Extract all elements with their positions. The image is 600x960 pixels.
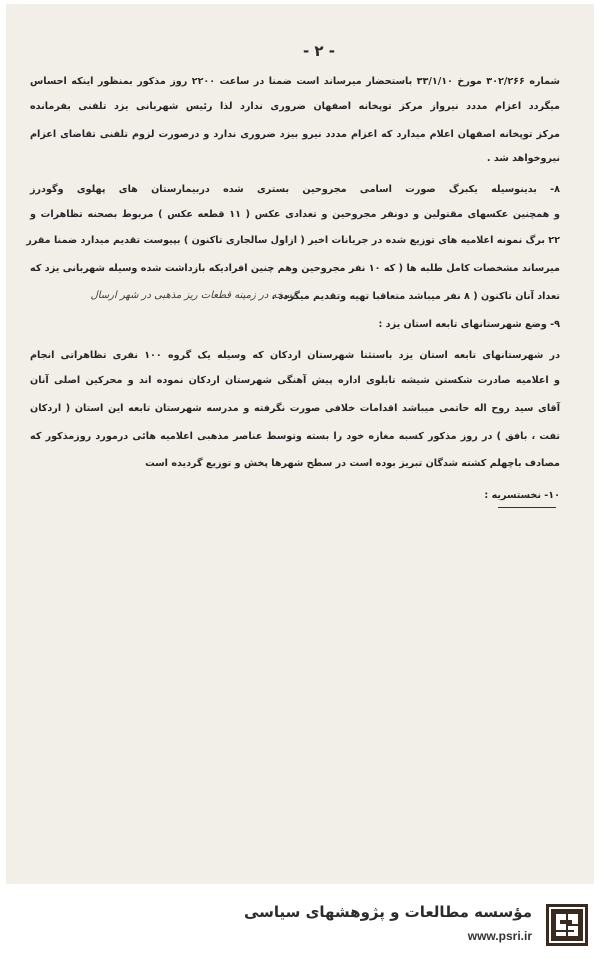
page-number: - ۲ - [302,42,336,60]
paragraph-line: نیروخواهد شد . [486,153,560,164]
paragraph-line: مرکز توپخانه اصفهان اعلام میدارد که اعزام مددد نیرو بیزد ضروری ندارد و درصورت لزوم تلفنی تقاضای اعزام [30,129,560,140]
paragraph-line: مصادف باچهلم کشته شدگان تبریز بوده است در سطح شهرها پخش و توزیع گردیده است [145,458,560,469]
section-heading: ۹- وضع شهرستانهای تابعه استان یزد : [378,319,560,330]
psri-logo-icon [546,904,588,946]
footnote-line: ۱۰- نخستسریه : [484,490,560,501]
paragraph-line: ۸- بدینوسیله یکبرگ صورت اسامی مجروحین بستری شده دربیمارستان های پهلوی وگودرز [30,184,560,195]
paragraph-line: ۲۲ برگ نمونه اعلامیه های توزیع شده در جریانات اخیر ( ازاول سالجاری تاکنون ) بپیوست تقدیم میدارد ضمنا مقرر [26,235,560,246]
paragraph-line: شماره ۳۰۲/۲۶۶ مورخ ۳۳/۱/۱۰ باستحضار میرساند است ضمنا در ساعت ۲۲۰۰ روز مذکور بمنظور اینکه احساس [30,76,560,87]
paragraph-line: آقای سید روح اله حاتمی میباشد اقدامات خلافی صورت نگرفته و مدرسه شهرستان تابعه این استان ( اردکان [30,403,560,414]
footnote-rule [498,507,556,508]
paragraph-line: تعداد آنان تاکنون ( ۸ نفر میباشد متعاقبا تهیه وتقدیم میگردد . [271,291,560,302]
paragraph-line: میگردد اعزام مددد نیرواز مرکز توپخانه اصفهان ضروری ندارد لذا رئیس شهربانی یزد تلفنی بفرمانده [30,101,560,112]
paragraph-line: و همچنین عکسهای مقتولین و دونفر مجروحین و تعدادی عکس ( ۱۱ قطعه عکس ) مربوط بصحنه تظاهرات و [30,209,560,220]
website-link[interactable]: www.psri.ir [467,929,532,943]
paragraph-line: تفت ، بافق ) در روز مذکور کسبه مغازه خود را بسته وتوسط عناصر مذهبی اعلامیه هائی درمورد روزمذکور که [30,431,560,442]
handwritten-note: نسخه در زمینه قطعات ریز مذهبی در شهر ارسال [90,290,295,301]
institute-name: مؤسسه مطالعات و پژوهشهای سیاسی [243,903,532,921]
paragraph-line: میرساند مشخصات کامل طلبه ها ( که ۱۰ نفر مجروحین وهم چنین افرادیکه بازداشت شده وسیله شهربانی یزد که [30,263,560,274]
paragraph-line: در شهرستانهای تابعه استان یزد باستثنا شهرستان اردکان که وسیله یک گروه ۱۰۰ نفری تظاهراتی انجام [30,350,561,361]
paragraph-line: و اعلامیه صادرت شکستن شیشه تابلوی اداره پیش آهنگی شهرستان اردکان نموده اند و محرکین اصلی آنان [30,375,560,386]
